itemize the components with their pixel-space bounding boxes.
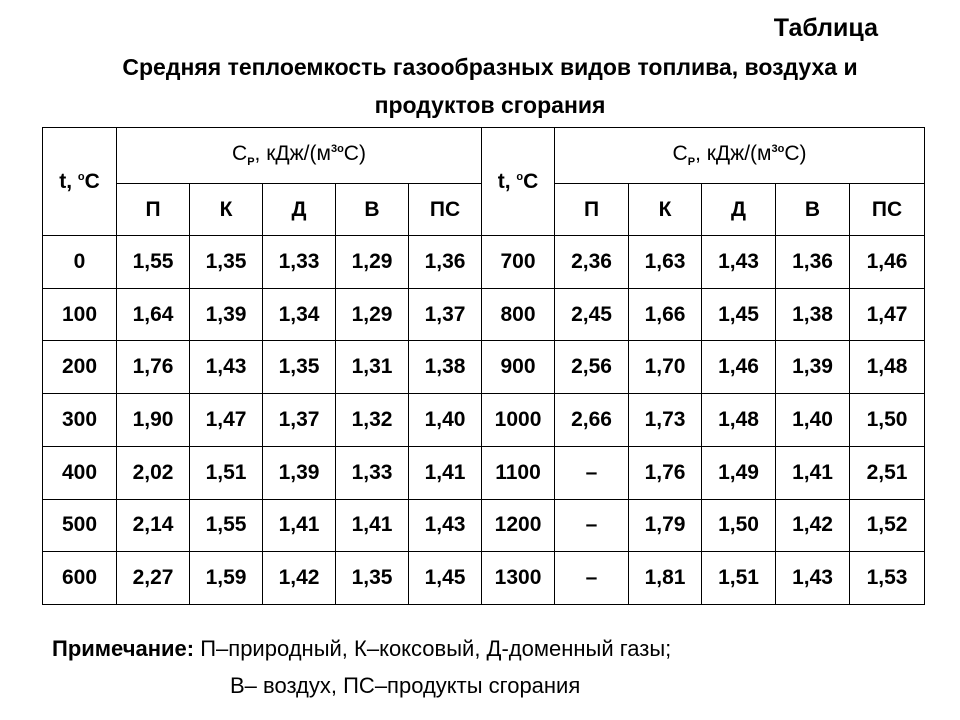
cp-header-right: $C_P$, кДж/$(м^{3o}C)$ bbox=[555, 128, 925, 184]
value-cell: 1,51 bbox=[702, 552, 776, 605]
note bbox=[52, 630, 671, 704]
value-cell: 1,46 bbox=[850, 236, 925, 289]
col-header-d-left: Д bbox=[263, 184, 336, 236]
value-cell: 1,76 bbox=[629, 446, 702, 499]
value-cell: 2,36 bbox=[555, 236, 629, 289]
value-cell: – bbox=[555, 446, 629, 499]
temperature-cell: 1100 bbox=[482, 446, 555, 499]
value-cell: 2,51 bbox=[850, 446, 925, 499]
table-row bbox=[43, 288, 925, 341]
value-cell: 1,63 bbox=[629, 236, 702, 289]
value-cell: 1,45 bbox=[409, 552, 482, 605]
value-cell: 2,56 bbox=[555, 341, 629, 394]
value-cell: 1,45 bbox=[702, 288, 776, 341]
value-cell: 1,43 bbox=[776, 552, 850, 605]
value-cell: – bbox=[555, 552, 629, 605]
value-cell: 2,02 bbox=[117, 446, 190, 499]
col-header-k-right: К bbox=[629, 184, 702, 236]
col-header-ps-right: ПС bbox=[850, 184, 925, 236]
value-cell: 1,52 bbox=[850, 499, 925, 552]
value-cell: 1,59 bbox=[190, 552, 263, 605]
value-cell: 1,55 bbox=[117, 236, 190, 289]
value-cell: 1,48 bbox=[702, 394, 776, 447]
temperature-cell: 100 bbox=[43, 288, 117, 341]
value-cell: 1,34 bbox=[263, 288, 336, 341]
value-cell: 1,66 bbox=[629, 288, 702, 341]
value-cell: 1,42 bbox=[776, 499, 850, 552]
col-header-p-right: П bbox=[555, 184, 629, 236]
col-header-d-right: Д bbox=[702, 184, 776, 236]
value-cell: 1,81 bbox=[629, 552, 702, 605]
header-row-1 bbox=[43, 128, 925, 184]
note-line-2: В– воздух, ПС–продукты сгорания bbox=[230, 673, 581, 698]
col-header-p-left: П bbox=[117, 184, 190, 236]
col-header-v-right: В bbox=[776, 184, 850, 236]
table-label: Таблица bbox=[773, 14, 878, 42]
temperature-cell: 0 bbox=[43, 236, 117, 289]
value-cell: 2,66 bbox=[555, 394, 629, 447]
value-cell: 1,38 bbox=[409, 341, 482, 394]
value-cell: 1,33 bbox=[263, 236, 336, 289]
heat-capacity-table bbox=[42, 127, 925, 605]
temperature-header-left: t, $^o$C bbox=[43, 128, 117, 236]
table-row bbox=[43, 446, 925, 499]
temperature-cell: 600 bbox=[43, 552, 117, 605]
value-cell: 1,39 bbox=[263, 446, 336, 499]
value-cell: 1,41 bbox=[409, 446, 482, 499]
value-cell: 1,41 bbox=[336, 499, 409, 552]
value-cell: 1,42 bbox=[263, 552, 336, 605]
temperature-cell: 500 bbox=[43, 499, 117, 552]
value-cell: 1,35 bbox=[263, 341, 336, 394]
col-header-k-left: К bbox=[190, 184, 263, 236]
value-cell: 1,39 bbox=[190, 288, 263, 341]
table-row bbox=[43, 552, 925, 605]
value-cell: 1,41 bbox=[776, 446, 850, 499]
value-cell: 1,33 bbox=[336, 446, 409, 499]
table-row bbox=[43, 499, 925, 552]
title-line-1: Средняя теплоемкость газообразных видов топлива, воздуха и bbox=[122, 54, 858, 80]
value-cell: 1,47 bbox=[850, 288, 925, 341]
temperature-cell: 200 bbox=[43, 341, 117, 394]
value-cell: 1,32 bbox=[336, 394, 409, 447]
col-header-ps-left: ПС bbox=[409, 184, 482, 236]
temperature-cell: 400 bbox=[43, 446, 117, 499]
temperature-header-right: t, $^o$C bbox=[482, 128, 555, 236]
col-header-v-left: В bbox=[336, 184, 409, 236]
value-cell: 1,38 bbox=[776, 288, 850, 341]
value-cell: – bbox=[555, 499, 629, 552]
value-cell: 1,51 bbox=[190, 446, 263, 499]
value-cell: 2,14 bbox=[117, 499, 190, 552]
value-cell: 1,29 bbox=[336, 288, 409, 341]
value-cell: 1,49 bbox=[702, 446, 776, 499]
temperature-cell: 300 bbox=[43, 394, 117, 447]
value-cell: 1,29 bbox=[336, 236, 409, 289]
value-cell: 1,47 bbox=[190, 394, 263, 447]
document-title bbox=[40, 48, 940, 124]
value-cell: 2,27 bbox=[117, 552, 190, 605]
value-cell: 1,64 bbox=[117, 288, 190, 341]
value-cell: 1,40 bbox=[776, 394, 850, 447]
value-cell: 1,55 bbox=[190, 499, 263, 552]
value-cell: 1,37 bbox=[263, 394, 336, 447]
temperature-cell: 700 bbox=[482, 236, 555, 289]
temperature-cell: 800 bbox=[482, 288, 555, 341]
value-cell: 1,43 bbox=[702, 236, 776, 289]
temperature-cell: 1000 bbox=[482, 394, 555, 447]
value-cell: 1,36 bbox=[409, 236, 482, 289]
value-cell: 1,37 bbox=[409, 288, 482, 341]
value-cell: 1,50 bbox=[702, 499, 776, 552]
value-cell: 1,41 bbox=[263, 499, 336, 552]
table-body bbox=[43, 236, 925, 605]
value-cell: 1,31 bbox=[336, 341, 409, 394]
value-cell: 1,76 bbox=[117, 341, 190, 394]
value-cell: 1,50 bbox=[850, 394, 925, 447]
value-cell: 1,35 bbox=[190, 236, 263, 289]
value-cell: 1,90 bbox=[117, 394, 190, 447]
value-cell: 1,79 bbox=[629, 499, 702, 552]
table-row bbox=[43, 341, 925, 394]
table-row bbox=[43, 236, 925, 289]
value-cell: 2,45 bbox=[555, 288, 629, 341]
value-cell: 1,70 bbox=[629, 341, 702, 394]
value-cell: 1,73 bbox=[629, 394, 702, 447]
table-row bbox=[43, 394, 925, 447]
value-cell: 1,40 bbox=[409, 394, 482, 447]
temperature-cell: 1300 bbox=[482, 552, 555, 605]
value-cell: 1,39 bbox=[776, 341, 850, 394]
note-line-1: П–природный, К–коксовый, Д-доменный газы; bbox=[194, 636, 672, 661]
value-cell: 1,53 bbox=[850, 552, 925, 605]
value-cell: 1,35 bbox=[336, 552, 409, 605]
title-line-2: продуктов сгорания bbox=[374, 92, 606, 118]
value-cell: 1,43 bbox=[409, 499, 482, 552]
cp-header-left: $C_P$, кДж/$(м^{3o}C)$ bbox=[117, 128, 482, 184]
value-cell: 1,48 bbox=[850, 341, 925, 394]
value-cell: 1,46 bbox=[702, 341, 776, 394]
note-lead: Примечание: bbox=[52, 636, 195, 661]
value-cell: 1,43 bbox=[190, 341, 263, 394]
temperature-cell: 1200 bbox=[482, 499, 555, 552]
temperature-cell: 900 bbox=[482, 341, 555, 394]
value-cell: 1,36 bbox=[776, 236, 850, 289]
